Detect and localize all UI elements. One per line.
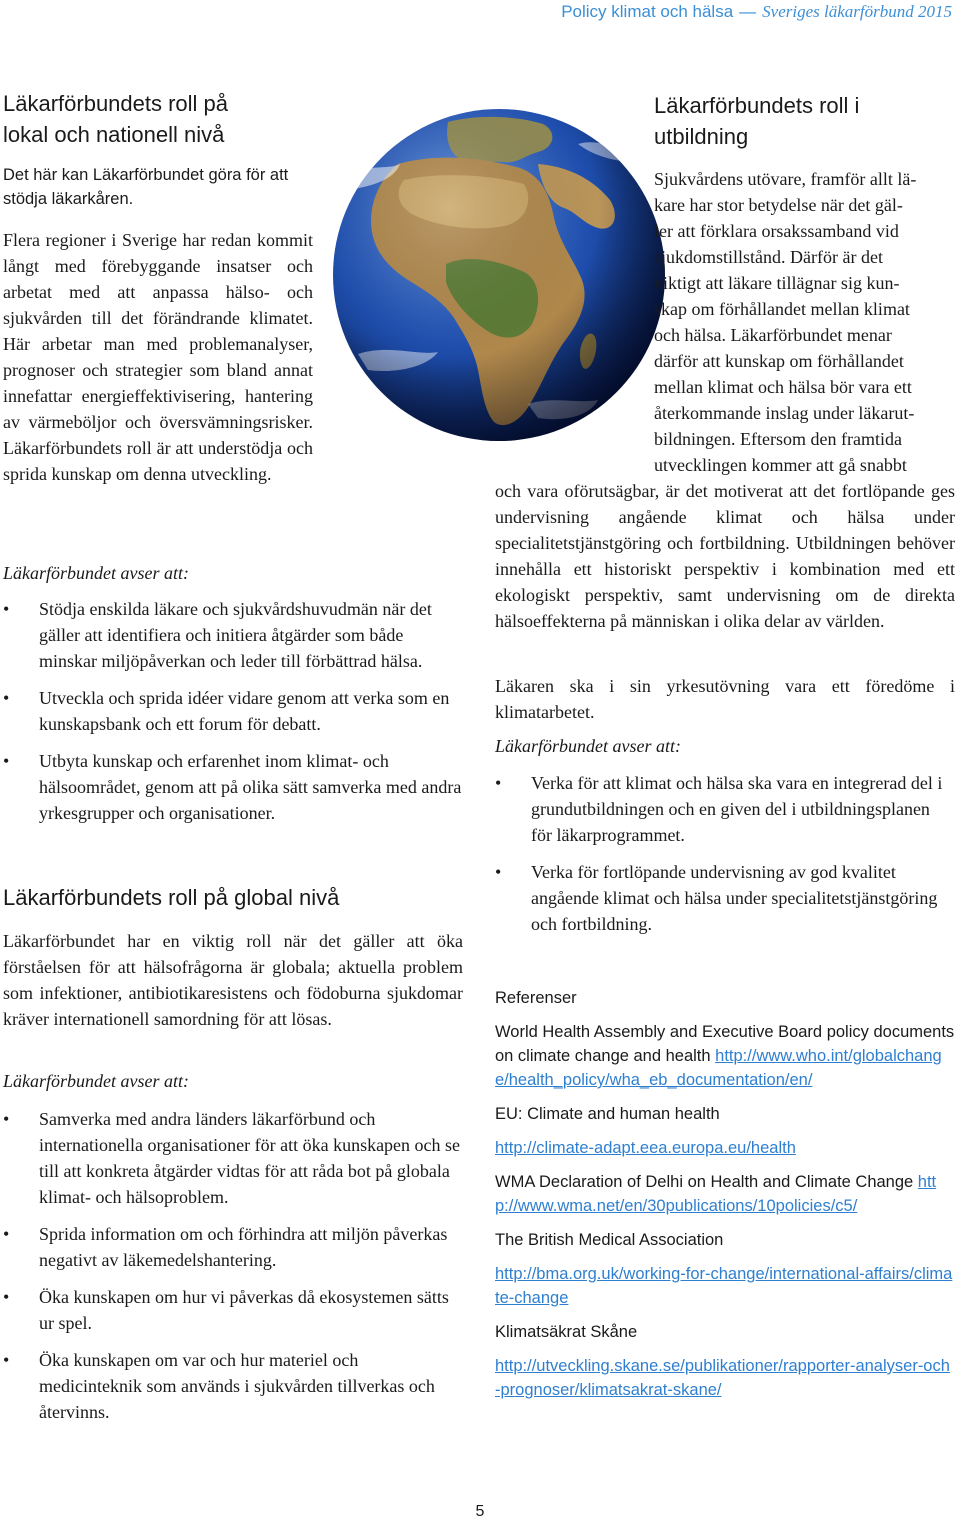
education-body-continued: och vara oförutsägbar, är det motiverat att det fortlöpande ges undervisning angående klimat och hälsa under specialitetstjänstgöring och fortbildning. Utbildningen behöver innehålla ett historiskt perspektiv i kombination med ett ekologiskt perspektiv, samt undervisning om de direkta hälsoeffekterna på människan i olika delar av världen.	[495, 481, 955, 631]
reference-link-skane[interactable]: http://utveckling.skane.se/publikationer/rapporter-analyser-och-prognoser/klimatsakrat-skane/	[495, 1357, 950, 1399]
local-intro: Det här kan Läkarförbundet göra för att stödja läkarkåren.	[3, 166, 289, 208]
global-aims-list	[3, 1106, 463, 1436]
local-aims-list	[3, 596, 463, 837]
list-item: • Verka för att klimat och hälsa ska vara en integrerad del i grundutbildningen och en given del i utbildningsplanen för läkarprogrammet.	[495, 770, 955, 848]
text-line: ler att förklara orsakssamband vid	[654, 221, 899, 241]
reference-who: World Health Assembly and Executive Board policy documents on climate change and health http://www.who.int/globalchange/health_policy/wha_eb_documentation/en/	[495, 1023, 955, 1089]
reference-bma-label: The British Medical Association	[495, 1231, 724, 1249]
local-aims-label: Läkarförbundet avser att:	[3, 563, 189, 583]
reference-link-bma[interactable]: http://bma.org.uk/working-for-change/international-affairs/climate-change	[495, 1265, 953, 1307]
global-aims-label: Läkarförbundet avser att:	[3, 1071, 189, 1091]
list-item: • Utveckla och sprida idéer vidare genom att verka som en kunskapsbank och ett forum för debatt.	[3, 685, 463, 737]
text-line: Sjukvårdens utövare, framför allt lä-	[654, 169, 917, 189]
text-line: mellan klimat och hälsa bör vara ett	[654, 377, 912, 397]
section-title-local: Läkarförbundets roll på lokal och nationell nivå	[3, 91, 229, 147]
reference-skane	[495, 1354, 955, 1402]
text-line: utvecklingen kommer att gå snabbt	[654, 455, 907, 475]
globe-shading	[333, 109, 665, 441]
reference-bma	[495, 1262, 955, 1310]
text-line: kare har stor betydelse när det gäl-	[654, 195, 903, 215]
section-title-education: Läkarförbundets roll i utbildning	[654, 93, 860, 149]
list-item: • Öka kunskapen om hur vi påverkas då ekosystemen sätts ur spel.	[3, 1284, 463, 1336]
text-line: sjukdomstillstånd. Därför är det	[654, 247, 883, 267]
text-line: därför att kunskap om förhållandet	[654, 351, 904, 371]
list-item: • Samverka med andra länders läkarförbund och internationella organisationer för att öka kunskapen och se till att konkreta åtgärder vidtas för att råda bot på globala klimat- och hälsoproblem.	[3, 1106, 463, 1210]
local-body: Flera regioner i Sverige har redan kommit långt med förebyggande insatser och arbetat med att anpassa hälso- och sjukvården till det förändrande klimatet. Här arbetar man med problemanalyser, prognoser och strategier som bland annat innefattar energieffektivisering, hantering av värmeböljor och översvämningsrisker. Läkarförbundets roll är att understödja och sprida kunskap om denna utveckling.	[3, 230, 313, 484]
page-number: 5	[475, 1503, 485, 1520]
reference-wma: WMA Declaration of Delhi on Health and Climate Change http://www.wma.net/en/30publications/10policies/c5/	[495, 1173, 937, 1215]
text-line: och hälsa. Läkarförbundet menar	[654, 325, 892, 345]
list-item: • Öka kunskapen om var och hur materiel och medicinteknik som används i sjukvården tillverkas och återvinns.	[3, 1347, 463, 1425]
running-header	[561, 2, 952, 22]
reference-eu-label: EU: Climate and human health	[495, 1105, 720, 1123]
reference-link-wma[interactable]: http://www.wma.net/en/30publications/10policies/c5/	[495, 1173, 937, 1215]
list-item: • Stödja enskilda läkare och sjukvårdshuvudmän när det gäller att identifiera och initiera åtgärder som både minskar miljöpåverkan och leder till förbättrad hälsa.	[3, 596, 463, 674]
reference-skane-label: Klimatsäkrat Skåne	[495, 1323, 638, 1341]
header-dash: —	[739, 2, 757, 21]
text-line: viktigt att läkare tillägnar sig kun-	[654, 273, 900, 293]
global-body: Läkarförbundet har en viktig roll när det gäller att öka förståelsen för att hälsofrågorna är globala; aktuella problem som infektioner, antibiotikaresistens och födoburna sjukdomar kräver internationell samordning för att lösas.	[3, 931, 463, 1029]
list-item: • Utbyta kunskap och erfarenhet inom klimat- och hälsoområdet, genom att på olika sätt samverka med andra yrkesgrupper och organisationer.	[3, 748, 463, 826]
references	[495, 986, 955, 1412]
earth-globe-icon	[328, 104, 670, 446]
references-heading: Referenser	[495, 989, 577, 1007]
section-title-global: Läkarförbundets roll på global nivå	[3, 885, 340, 910]
list-item: • Verka för fortlöpande undervisning av god kvalitet angående klimat och hälsa under specialitetstjänstgöring och fortbildning.	[495, 859, 955, 937]
education-body-wrapped	[654, 166, 954, 478]
reference-link-who[interactable]: http://www.who.int/globalchange/health_policy/wha_eb_documentation/en/	[495, 1047, 942, 1089]
text-line: skap om förhållandet mellan klimat	[654, 299, 910, 319]
list-item: • Sprida information om och förhindra att miljön påverkas negativt av läkemedelshantering.	[3, 1221, 463, 1273]
education-role-model: Läkaren ska i sin yrkesutövning vara ett föredöme i klimatarbetet.	[495, 676, 955, 722]
education-aims-label: Läkarförbundet avser att:	[495, 736, 681, 756]
text-line: bildningen. Eftersom den framtida	[654, 429, 902, 449]
reference-eu	[495, 1136, 955, 1160]
header-doc-title: Policy klimat och hälsa	[561, 2, 734, 21]
education-aims-list	[495, 770, 955, 948]
text-line: återkommande inslag under läkarut-	[654, 403, 915, 423]
header-org-year: Sveriges läkarförbund 2015	[762, 2, 952, 21]
reference-link-eu[interactable]: http://climate-adapt.eea.europa.eu/health	[495, 1139, 796, 1157]
